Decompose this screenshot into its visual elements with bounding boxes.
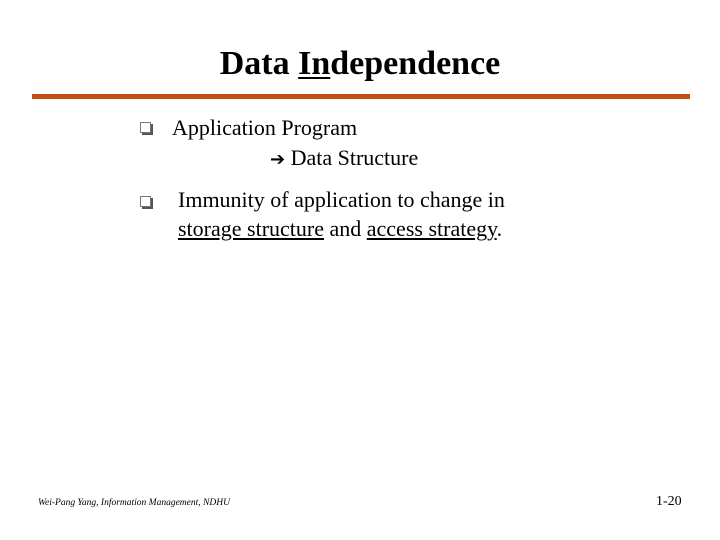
bullet-2-line-2 bbox=[178, 216, 502, 242]
bullet-1-line-2-text: Data Structure bbox=[290, 145, 419, 170]
storage-structure-term: storage structure bbox=[178, 216, 324, 241]
bullet-2-connector: and bbox=[324, 216, 367, 241]
access-strategy-term: access strategy bbox=[366, 216, 497, 241]
page-title bbox=[0, 44, 720, 84]
bullet-2-period: . bbox=[496, 216, 503, 241]
title-underlined: In bbox=[298, 45, 331, 82]
bullet-icon bbox=[140, 196, 151, 207]
bullet-icon bbox=[140, 122, 151, 133]
title-divider bbox=[32, 94, 690, 99]
bullet-1-line-2 bbox=[270, 145, 418, 173]
title-suffix: dependence bbox=[330, 45, 501, 82]
title-prefix: Data bbox=[219, 45, 299, 82]
bullet-2-line-1: Immunity of application to change in bbox=[178, 187, 505, 212]
bullet-1-line-1: Application Program bbox=[172, 115, 358, 140]
footer-page-number: 1-20 bbox=[656, 494, 682, 509]
footer-author: Wei-Pang Yang, Information Management, NDHU bbox=[38, 498, 230, 508]
arrow-right-icon: ➔ bbox=[270, 149, 286, 170]
